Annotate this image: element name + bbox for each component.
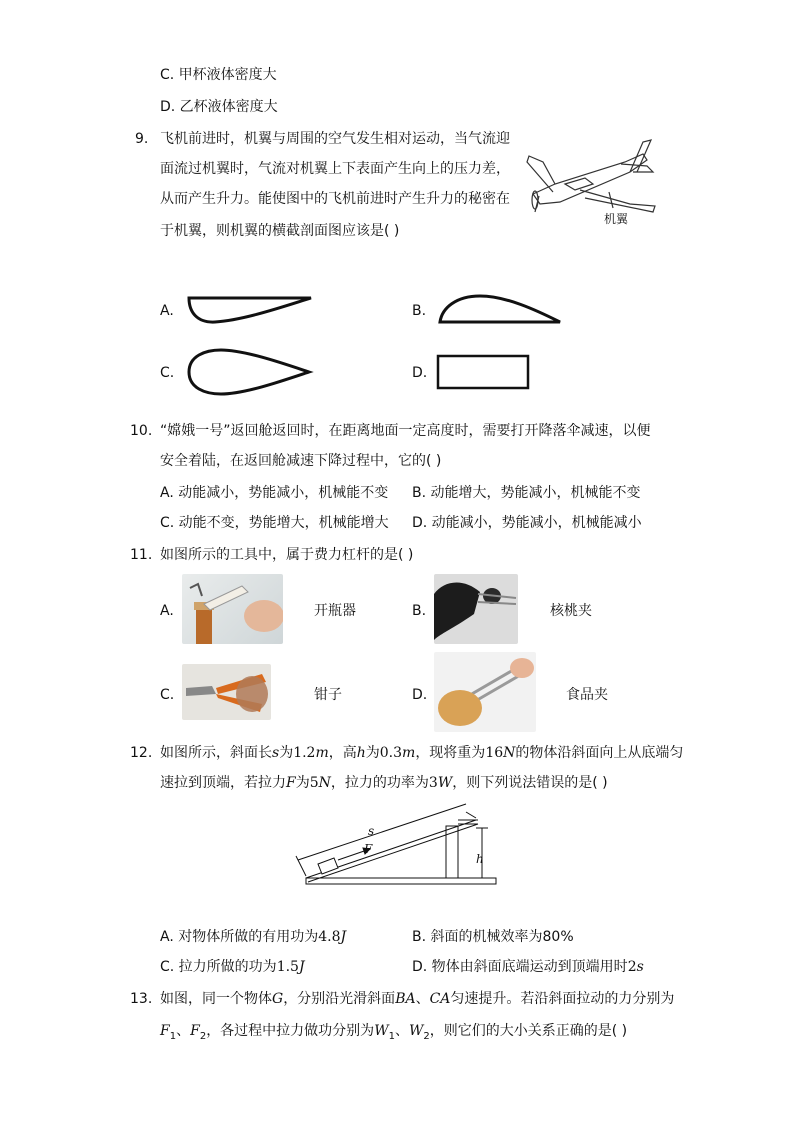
- q9-option-c-letter: C.: [160, 365, 175, 381]
- q9-option-a-letter: A.: [160, 303, 174, 319]
- food-tongs-photo: [434, 652, 536, 732]
- q11-option-a-letter: A.: [160, 603, 174, 619]
- q13-stem-line-2: $F_1$、$F_2$，各过程中拉力做功分别为$W_1$、$W_2$，则它们的大小关系正确的是( ): [160, 1023, 628, 1042]
- q11-name-b: 核桃夹: [550, 603, 592, 619]
- incline-label-s: s: [368, 824, 375, 838]
- airplane-figure: [525, 132, 665, 232]
- nutcracker-photo: [434, 574, 518, 644]
- wing-profile-b: [436, 292, 564, 326]
- wing-label: 机翼: [604, 212, 629, 226]
- q10-stem-line-1: “嫦娥一号”返回舱返回时，在距离地面一定高度时，需要打开降落伞减速，以便: [160, 423, 651, 439]
- incline-figure: [290, 812, 502, 888]
- incline-label-h: h: [476, 852, 484, 866]
- q10-number: 10.: [130, 423, 153, 439]
- q9-stem-line-2: 面流过机翼时，气流对机翼上下表面产生向上的压力差，: [160, 161, 510, 177]
- q10-option-a: A. 动能减小，势能减小，机械能不变: [160, 485, 389, 501]
- q10-stem-line-2: 安全着陆，在返回舱减速下降过程中，它的( ): [160, 453, 442, 469]
- q9-stem-line-3: 从而产生升力。能使图中的飞机前进时产生升力的秘密在: [160, 191, 510, 207]
- q11-option-d-letter: D.: [412, 687, 428, 703]
- wing-profile-d: [436, 354, 532, 390]
- q9-option-d-letter: D.: [412, 365, 428, 381]
- q12-option-a: A. 对物体所做的有用功为4.8J: [160, 929, 347, 945]
- q13-number: 13.: [130, 991, 153, 1007]
- q11-name-c: 钳子: [314, 687, 342, 703]
- q11-option-c-letter: C.: [160, 687, 175, 703]
- q11-number: 11.: [130, 547, 153, 563]
- q11-stem: 如图所示的工具中，属于费力杠杆的是( ): [160, 547, 414, 563]
- q11-option-b-letter: B.: [412, 603, 427, 619]
- q9-stem-line-1: 飞机前进时，机翼与周围的空气发生相对运动，当气流迎: [160, 131, 510, 147]
- q11-name-a: 开瓶器: [314, 603, 356, 619]
- q13-stem-line-1: 如图，同一个物体G，分别沿光滑斜面BA、CA匀速提升。若沿斜面拉动的力分别为: [160, 991, 675, 1007]
- q11-name-d: 食品夹: [566, 687, 608, 703]
- q8-option-c: C. 甲杯液体密度大: [160, 67, 277, 83]
- q12-option-b: B. 斜面的机械效率为80%: [412, 929, 574, 945]
- q10-option-c: C. 动能不变，势能增大，机械能增大: [160, 515, 389, 531]
- q10-option-b: B. 动能增大，势能减小，机械能不变: [412, 485, 641, 501]
- q9-number: 9.: [135, 131, 149, 147]
- q12-stem-line-2: 速拉到顶端，若拉力F为5N，拉力的功率为3W，则下列说法错误的是( ): [160, 775, 608, 791]
- q8-option-d: D. 乙杯液体密度大: [160, 99, 278, 115]
- bottle-opener-photo: [182, 574, 283, 644]
- q12-option-c: C. 拉力所做的功为1.5J: [160, 959, 305, 975]
- wing-profile-c: [185, 346, 313, 398]
- pliers-photo: [182, 664, 271, 720]
- q12-number: 12.: [130, 745, 153, 761]
- q10-option-d: D. 动能减小，势能减小，机械能减小: [412, 515, 642, 531]
- q12-option-d: D. 物体由斜面底端运动到顶端用时2s: [412, 959, 644, 975]
- wing-profile-a: [185, 294, 315, 326]
- q12-stem-line-1: 如图所示，斜面长s为1.2m，高h为0.3m，现将重为16N的物体沿斜面向上从底端匀: [160, 745, 684, 761]
- q9-stem-line-4: 于机翼，则机翼的横截剖面图应该是( ): [160, 223, 400, 239]
- incline-label-f: F: [364, 842, 373, 856]
- q9-option-b-letter: B.: [412, 303, 427, 319]
